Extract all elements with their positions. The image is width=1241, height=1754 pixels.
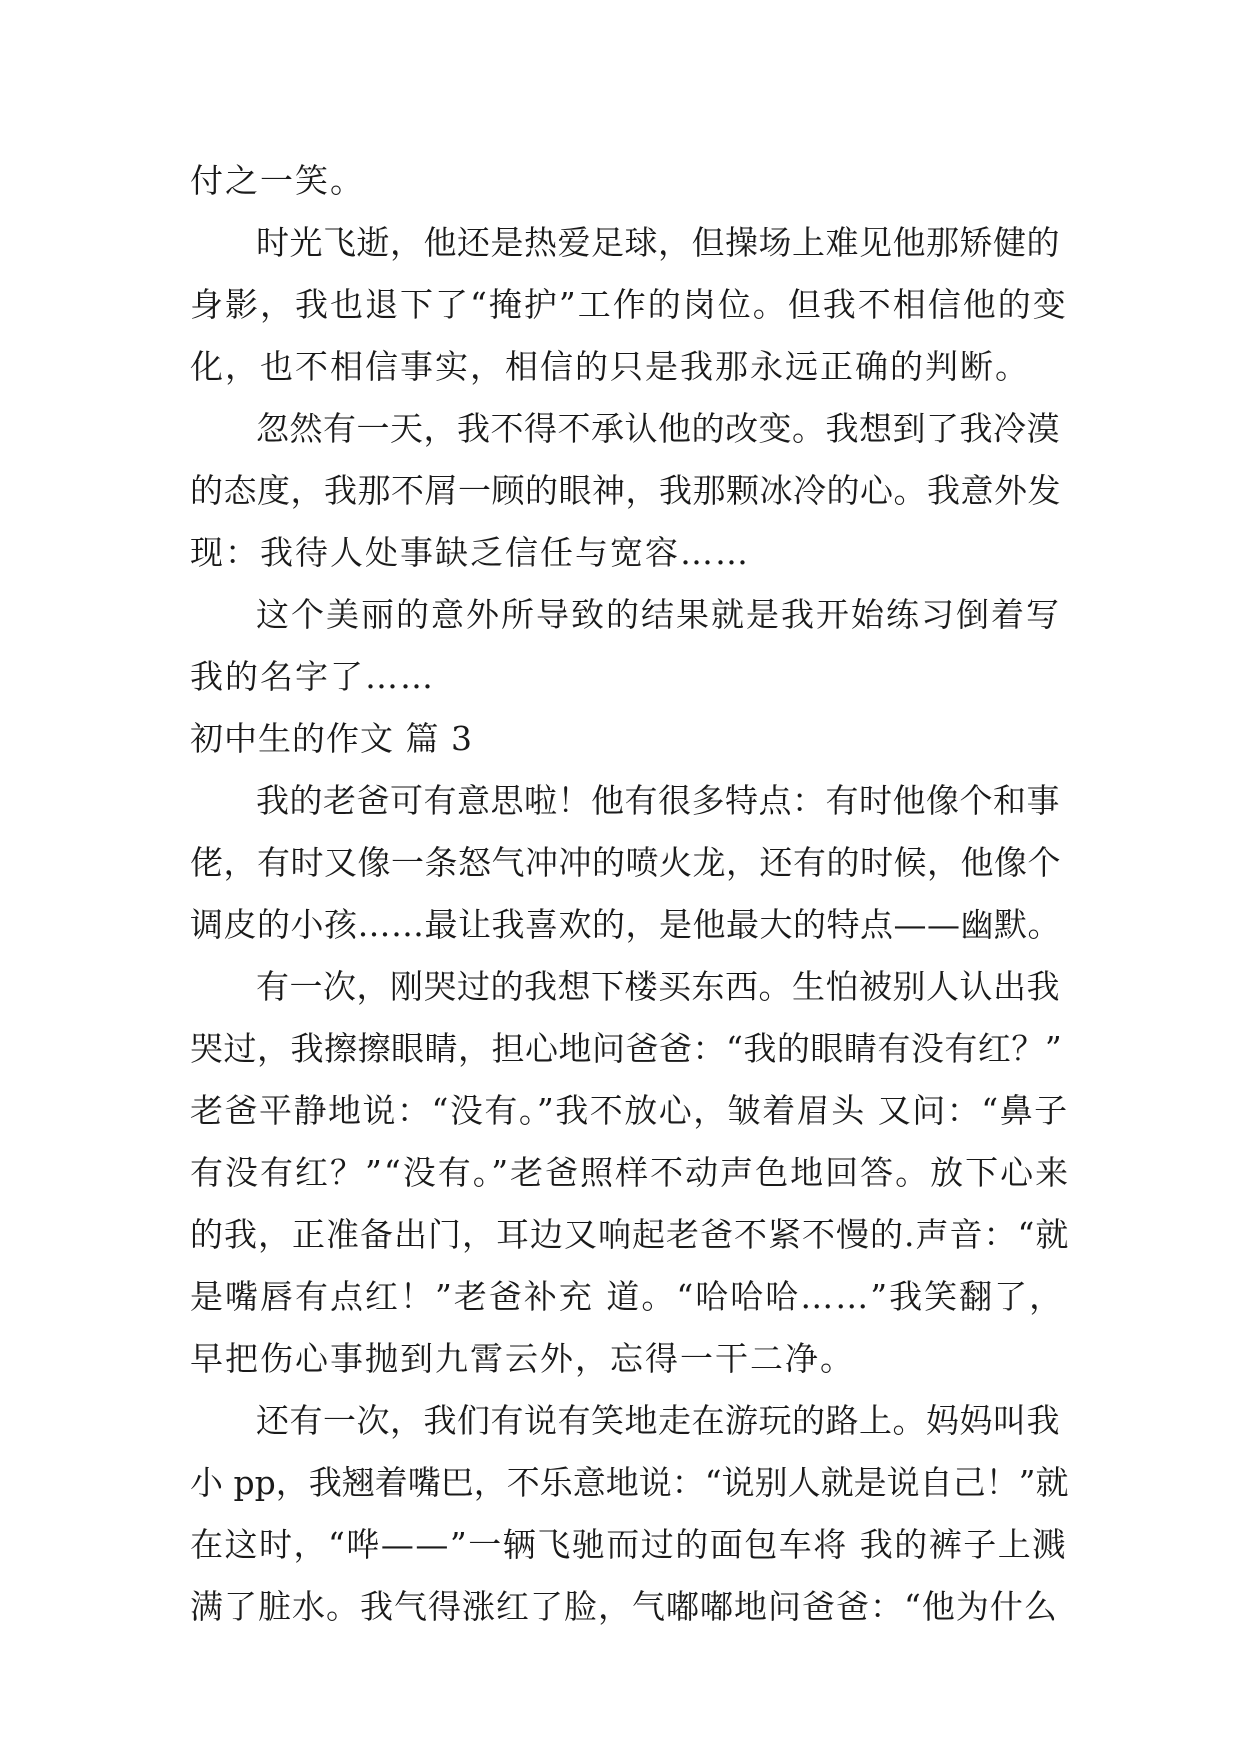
text-line: 现：我待人处事缺乏信任与宽容…… — [190, 533, 750, 572]
text-line: 是嘴唇有点红！”老爸补充 道。“哈哈哈……”我笑翻了， — [190, 1277, 1065, 1316]
text-line: 老爸平静地说：“没有。”我不放心，皱着眉头 又问：“鼻子 — [190, 1091, 1069, 1130]
text-line: 这个美丽的意外所导致的结果就是我开始练习倒着写 — [256, 595, 1061, 634]
text-line: 有没有红？”“没有。”老爸照样不动声色地回答。放下心来 — [190, 1153, 1071, 1192]
text-line: 有一次，刚哭过的我想下楼买东西。生怕被别人认出我 — [256, 967, 1060, 1006]
body-text — [190, 150, 1070, 1638]
text-line: 忽然有一天，我不得不承认他的改变。我想到了我冷漠 — [256, 409, 1060, 448]
text-line: 佬，有时又像一条怒气冲冲的喷火龙，还有的时候，他像个 — [190, 843, 1061, 882]
text-line: 哭过，我擦擦眼睛，担心地问爸爸：“我的眼睛有没有红？” — [190, 1029, 1063, 1068]
text-line: 的态度，我那不屑一顾的眼神，我那颗冰冷的心。我意外发 — [190, 471, 1061, 510]
text-line: 我的名字了…… — [190, 657, 435, 696]
text-line: 时光飞逝，他还是热爱足球，但操场上难见他那矫健的 — [256, 223, 1060, 262]
text-line: 调皮的小孩……最让我喜欢的，是他最大的特点——幽默。 — [190, 905, 1061, 944]
text-line: 的我，正准备出门，耳边又响起老爸不紧不慢的.声音：“就 — [190, 1215, 1070, 1254]
text-line: 我的老爸可有意思啦！他有很多特点：有时他像个和事 — [256, 781, 1060, 820]
section-heading: 初中生的作文 篇 3 — [190, 719, 473, 758]
text-line: 满了脏水。我气得涨红了脸，气嘟嘟地问爸爸：“他为什么 — [190, 1587, 1058, 1626]
text-line: 身影，我也退下了“掩护”工作的岗位。但我不相信他的变 — [190, 285, 1068, 324]
text-line: 化，也不相信事实，相信的只是我那永远正确的判断。 — [190, 347, 1030, 386]
text-line: 付之一笑。 — [190, 161, 365, 200]
text-line: 早把伤心事抛到九霄云外，忘得一干二净。 — [190, 1339, 855, 1378]
text-line: 在这时，“哗——”一辆飞驰而过的面包车将 我的裤子上溅 — [190, 1525, 1067, 1564]
text-line: 还有一次，我们有说有笑地走在游玩的路上。妈妈叫我 — [256, 1401, 1060, 1440]
text-line: 小 pp，我翘着嘴巴，不乐意地说：“说别人就是说自己！”就 — [190, 1463, 1069, 1502]
